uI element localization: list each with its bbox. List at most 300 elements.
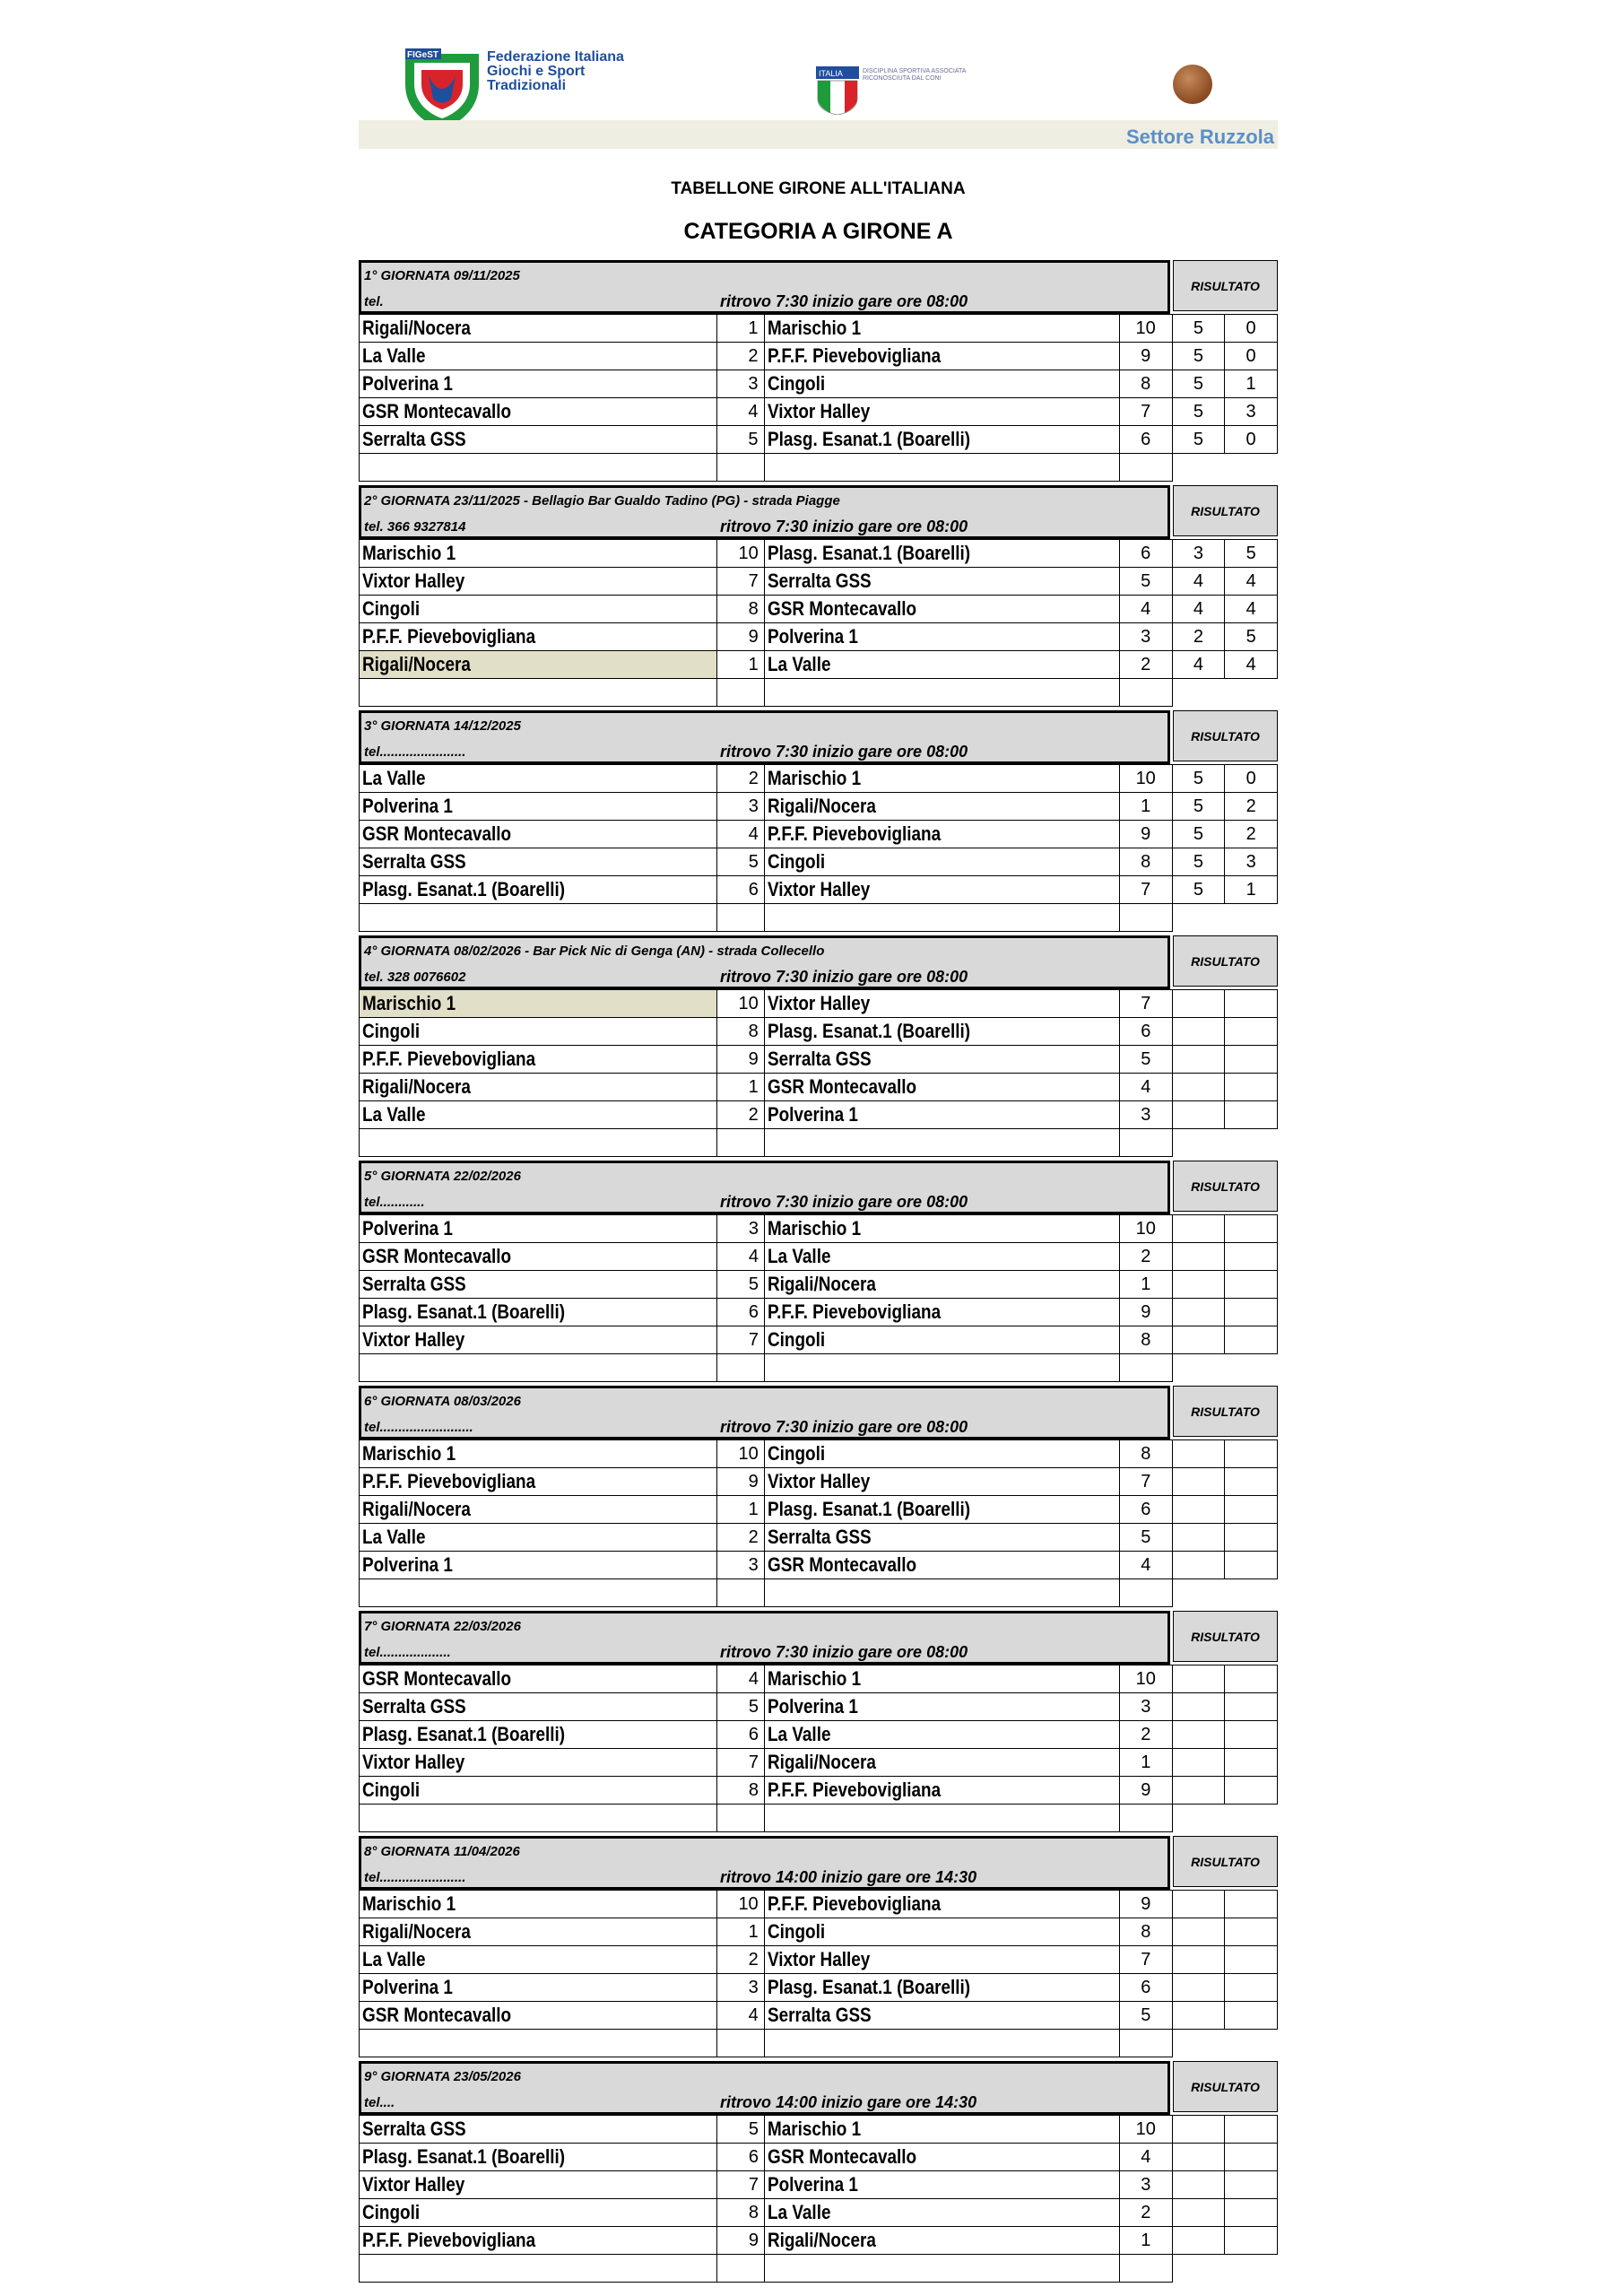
away-score: 4 [1225,596,1278,623]
home-team [360,568,717,596]
round-block [359,935,1278,1161]
home-score: 5 [1172,370,1225,398]
away-team [764,1215,1119,1243]
home-team-label: P.F.F. Pievebovigliana [362,1470,536,1492]
matches-table [359,539,1278,707]
away-number: 6 [1119,1974,1172,2002]
result-header: RISULTATO [1173,260,1278,311]
match-row [360,2171,1278,2199]
away-score: 0 [1225,343,1278,370]
ruzzola-ball-icon [1173,65,1212,104]
home-team-label: Plasg. Esanat.1 (Boarelli) [362,2145,566,2168]
round-meet-time: ritrovo 7:30 inizio gare ore 08:00 [720,1418,968,1436]
home-score: 2 [1172,623,1225,651]
home-number: 3 [717,1215,765,1243]
away-score: 1 [1225,876,1278,904]
home-number [717,1805,765,1832]
away-number: 5 [1119,2002,1172,2030]
home-number: 4 [717,821,765,848]
result-header: RISULTATO [1173,710,1278,761]
home-team [360,540,717,568]
home-number: 9 [716,1046,764,1074]
home-team-label: La Valle [362,344,426,367]
away-number: 5 [1119,1046,1172,1074]
home-team [360,1074,717,1101]
away-number: 4 [1119,1074,1172,1101]
home-score [1172,2199,1225,2227]
svg-text:FIGeST: FIGeST [407,50,439,60]
home-number: 5 [717,2116,765,2144]
home-number: 3 [716,1552,764,1579]
home-number: 8 [716,1018,764,1046]
away-score [1225,1749,1278,1777]
matches-table [359,1214,1278,1382]
home-team-label: Serralta GSS [362,1273,466,1295]
home-team [360,651,717,679]
round-block [359,260,1278,485]
away-number: 8 [1119,848,1172,876]
home-team [360,398,717,426]
away-number: 10 [1119,1215,1172,1243]
away-team-label: Marischio 1 [768,2118,862,2140]
home-team [360,1440,717,1468]
match-row [360,1891,1278,1918]
away-team-label: GSR Montecavallo [768,2145,917,2168]
away-number: 9 [1119,1891,1172,1918]
home-number: 3 [716,370,764,398]
away-number: 10 [1119,2116,1172,2144]
away-number [1119,1354,1172,1382]
away-number: 8 [1119,1918,1172,1946]
away-team-label: Serralta GSS [767,1048,872,1070]
home-number [717,904,765,932]
home-team [360,2030,717,2057]
home-number [716,454,764,482]
round-phone: tel....................... [364,744,466,760]
match-row [360,1552,1278,1579]
home-number: 10 [716,1891,764,1918]
round-title: 8° GIORNATA 11/04/2026 [364,1844,520,1859]
home-number: 5 [717,1271,765,1299]
away-team [764,679,1119,707]
match-row [360,426,1278,454]
home-team-label: Marischio 1 [362,1892,456,1915]
home-score [1172,2227,1225,2255]
home-score [1172,2002,1225,2030]
away-team-label: GSR Montecavallo [767,1075,916,1098]
home-team-label: Cingoli [362,597,421,620]
away-team [764,1074,1119,1101]
home-team-label: La Valle [362,1948,426,1970]
home-score: 5 [1172,315,1225,343]
away-team-label: Cingoli [767,850,826,873]
away-number [1119,2255,1172,2283]
away-team [764,568,1119,596]
away-team-label: Marischio 1 [767,1217,862,1239]
round-title: 3° GIORNATA 14/12/2025 [364,718,521,734]
away-number: 3 [1119,1693,1172,1721]
away-score [1225,1946,1278,1974]
match-row [360,596,1278,623]
home-number: 4 [717,1665,765,1693]
home-team-label: P.F.F. Pievebovigliana [362,625,536,648]
home-team [360,343,717,370]
home-number: 5 [717,848,765,876]
match-row [360,315,1278,343]
away-score [1225,2116,1278,2144]
home-score [1172,1101,1225,1129]
home-team [360,1271,717,1299]
round-title: 2° GIORNATA 23/11/2025 - Bellagio Bar Gualdo Tadino (PG) - strada Piagge [364,493,840,509]
home-score [1172,1243,1225,1271]
home-team-label: Polverina 1 [362,795,453,817]
home-number: 9 [716,623,764,651]
home-team-label: Rigali/Nocera [362,1920,471,1943]
letterhead [359,36,1278,149]
match-row [360,1468,1278,1496]
away-team-label: Serralta GSS [767,570,872,592]
away-number: 9 [1119,821,1172,848]
home-team-label: GSR Montecavallo [362,1667,512,1690]
away-number: 2 [1119,1243,1172,1271]
away-team [764,848,1119,876]
away-team [764,1749,1119,1777]
away-score: 3 [1225,848,1278,876]
home-score [1172,1891,1225,1918]
away-team-label: P.F.F. Pievebovigliana [767,1300,942,1323]
away-score [1225,1243,1278,1271]
away-number: 6 [1119,1018,1172,1046]
home-team [360,1891,717,1918]
home-number: 9 [716,1468,764,1496]
away-score [1225,1524,1278,1552]
home-team-label: GSR Montecavallo [362,2004,512,2026]
blank-row [360,679,1278,707]
home-number: 1 [716,1496,764,1524]
away-team-label: GSR Montecavallo [767,1553,916,1576]
away-team-label: La Valle [767,1723,831,1745]
away-number: 9 [1119,343,1172,370]
away-team [764,596,1119,623]
away-team [764,343,1119,370]
home-number [716,679,764,707]
matches-table [359,314,1278,482]
round-block [359,1161,1278,1386]
blank-row [360,2255,1278,2283]
blank-row [360,1354,1278,1382]
match-row [360,2227,1278,2255]
home-team [360,2171,717,2199]
home-score [1172,1918,1225,1946]
home-number: 6 [717,1299,765,1326]
home-team [360,1552,717,1579]
home-score: 3 [1172,540,1225,568]
home-team [360,623,717,651]
home-number: 5 [716,426,764,454]
away-team [764,398,1119,426]
home-score [1172,1974,1225,2002]
away-team-label: P.F.F. Pievebovigliana [767,344,941,367]
away-team [764,1974,1119,2002]
away-team-label: Vixtor Halley [767,878,871,900]
home-number: 7 [717,1749,765,1777]
away-team-label: Cingoli [767,1442,825,1465]
away-team [764,1579,1119,1607]
home-team-label: Rigali/Nocera [362,1075,471,1098]
svg-text:ITALIA: ITALIA [819,69,843,78]
home-team [360,1354,717,1382]
match-row [360,848,1278,876]
away-team [764,454,1119,482]
home-number: 1 [716,315,764,343]
match-row [360,2116,1278,2144]
match-row [360,1271,1278,1299]
away-score [1225,1468,1278,1496]
away-team-label: Serralta GSS [767,1526,872,1548]
round-phone: tel.... [364,2095,395,2110]
home-number: 3 [717,793,765,821]
away-score [1225,1665,1278,1693]
home-score [1172,1524,1225,1552]
home-score [1172,2171,1225,2199]
away-team-label: Marischio 1 [767,767,862,789]
away-number [1119,904,1172,932]
away-team-label: Rigali/Nocera [767,1273,876,1295]
away-team-label: Plasg. Esanat.1 (Boarelli) [767,428,970,450]
home-number: 1 [716,1918,764,1946]
home-team-label: Serralta GSS [362,850,466,873]
home-score [1172,1299,1225,1326]
away-team-label: Polverina 1 [768,2173,858,2196]
home-team [360,876,717,904]
away-team [764,1805,1119,1832]
home-team-label: GSR Montecavallo [362,1245,512,1267]
home-team-label: Serralta GSS [362,2118,466,2140]
round-header [359,1386,1170,1439]
coni-shield-icon [816,66,859,115]
home-score [1172,1271,1225,1299]
home-number: 4 [716,398,764,426]
away-number: 10 [1119,1665,1172,1693]
round-title: 6° GIORNATA 08/03/2026 [364,1394,521,1409]
home-score [1172,1215,1225,1243]
home-team [360,1046,717,1074]
home-team-label: P.F.F. Pievebovigliana [362,2229,536,2251]
blank-row [360,1129,1278,1157]
match-row [360,1693,1278,1721]
match-row [360,1974,1278,2002]
home-score: 5 [1172,398,1225,426]
away-number: 6 [1119,1496,1172,1524]
match-row [360,1018,1278,1046]
away-team-label: Rigali/Nocera [767,795,876,817]
home-score [1172,1749,1225,1777]
home-team [360,1524,717,1552]
home-number: 6 [717,1721,765,1749]
round-meet-time: ritrovo 7:30 inizio gare ore 08:00 [720,292,968,310]
home-score: 5 [1172,765,1225,793]
home-score: 5 [1172,876,1225,904]
away-number [1119,2030,1172,2057]
away-team [764,904,1119,932]
away-team [764,1468,1119,1496]
home-team-label: Vixtor Halley [362,1751,465,1773]
home-team [360,848,717,876]
home-number: 2 [716,343,764,370]
home-team [360,426,717,454]
away-number: 8 [1119,1440,1172,1468]
match-row [360,651,1278,679]
home-team [360,370,717,398]
match-row [360,1777,1278,1805]
home-score [1172,1440,1225,1468]
result-header: RISULTATO [1173,1386,1278,1437]
away-number: 7 [1119,1946,1172,1974]
home-team-label: Cingoli [362,1020,421,1042]
home-score [1172,2144,1225,2171]
round-meet-time: ritrovo 14:00 inizio gare ore 14:30 [720,1868,977,1886]
away-team [764,1552,1119,1579]
away-score: 0 [1225,426,1278,454]
page-title: TABELLONE GIRONE ALL'ITALIANA [671,179,966,198]
federation-name: Federazione Italiana Giochi e Sport Tradizionali [487,49,624,93]
home-number: 1 [716,651,764,679]
round-phone: tel....................... [364,1870,466,1885]
home-score: 4 [1172,596,1225,623]
round-header [359,485,1170,539]
away-score [1225,1777,1278,1805]
round-meet-time: ritrovo 7:30 inizio gare ore 08:00 [720,517,968,535]
away-team-label: GSR Montecavallo [767,597,916,620]
match-row [360,1749,1278,1777]
away-number [1119,454,1172,482]
home-score [1172,1946,1225,1974]
away-team [764,1496,1119,1524]
match-row [360,2144,1278,2171]
home-score [1172,1665,1225,1693]
away-score: 2 [1225,821,1278,848]
away-number: 7 [1119,990,1172,1018]
home-team [360,1101,717,1129]
away-team-label: Vixtor Halley [767,1470,871,1492]
home-team [360,2002,717,2030]
round-phone: tel. 366 9327814 [364,519,466,535]
coni-caption: DISCIPLINA SPORTIVA ASSOCIATA RICONOSCIUTA DAL CONI [863,68,967,82]
away-team [765,2199,1120,2227]
away-team [764,651,1119,679]
home-number [716,1579,764,1607]
away-number: 7 [1119,1468,1172,1496]
away-team [764,1524,1119,1552]
away-score: 0 [1225,315,1278,343]
result-header: RISULTATO [1173,2061,1278,2112]
home-score [1172,1074,1225,1101]
home-team-label: GSR Montecavallo [362,400,512,422]
away-team [764,1243,1119,1271]
round-block [359,1611,1278,1836]
home-team [360,1805,717,1832]
away-team [764,1721,1119,1749]
away-number: 9 [1119,1299,1172,1326]
away-team-label: La Valle [767,1245,831,1267]
away-team [764,1946,1119,1974]
home-number: 8 [717,2199,765,2227]
away-team [764,1777,1119,1805]
away-team [764,1271,1119,1299]
away-team [764,1665,1119,1693]
home-team [360,1215,717,1243]
home-team [360,1665,717,1693]
away-team-label: Vixtor Halley [767,992,871,1014]
home-team-label: Vixtor Halley [362,1328,465,1351]
away-team [765,2116,1120,2144]
away-team [764,1326,1119,1354]
away-team [764,315,1119,343]
away-team-label: Cingoli [767,1328,826,1351]
home-team [360,1299,717,1326]
away-team-label: Plasg. Esanat.1 (Boarelli) [767,542,970,564]
home-team [360,904,717,932]
round-block [359,2061,1278,2286]
round-title: 1° GIORNATA 09/11/2025 [364,268,520,283]
matches-table [359,1890,1278,2057]
home-team [360,1693,717,1721]
away-team [764,876,1119,904]
home-team [360,1496,717,1524]
away-number [1119,1805,1172,1832]
matches-table [359,1439,1278,1607]
away-number: 2 [1119,651,1172,679]
home-team-label: Serralta GSS [362,1695,466,1718]
home-score: 5 [1172,848,1225,876]
round-title: 4° GIORNATA 08/02/2026 - Bar Pick Nic di Genga (AN) - strada Collecello [364,944,825,959]
away-score [1225,2144,1278,2171]
home-team [360,2255,717,2283]
away-team [764,793,1119,821]
home-score: 5 [1172,343,1225,370]
away-number: 5 [1119,568,1172,596]
blank-row [360,1805,1278,1832]
away-number: 4 [1119,596,1172,623]
away-number: 6 [1119,426,1172,454]
home-team [360,1721,717,1749]
away-team-label: Marischio 1 [767,317,861,339]
home-team [360,679,717,707]
away-team-label: Plasg. Esanat.1 (Boarelli) [767,1976,970,1998]
away-number: 9 [1119,1777,1172,1805]
home-number: 4 [717,1243,765,1271]
home-number: 7 [717,1326,765,1354]
away-score: 5 [1225,540,1278,568]
away-score: 5 [1225,623,1278,651]
home-number [717,2255,765,2283]
home-number [716,2030,764,2057]
match-row [360,1326,1278,1354]
home-team [360,1749,717,1777]
match-row [360,623,1278,651]
away-team [764,1693,1119,1721]
away-score [1225,1046,1278,1074]
away-score [1225,1018,1278,1046]
away-team [765,2171,1120,2199]
away-number: 1 [1119,793,1172,821]
home-team-label: Rigali/Nocera [362,317,471,339]
away-score: 1 [1225,370,1278,398]
away-score [1225,1326,1278,1354]
blank-row [360,454,1278,482]
away-number: 1 [1119,1271,1172,1299]
home-score [1172,1468,1225,1496]
